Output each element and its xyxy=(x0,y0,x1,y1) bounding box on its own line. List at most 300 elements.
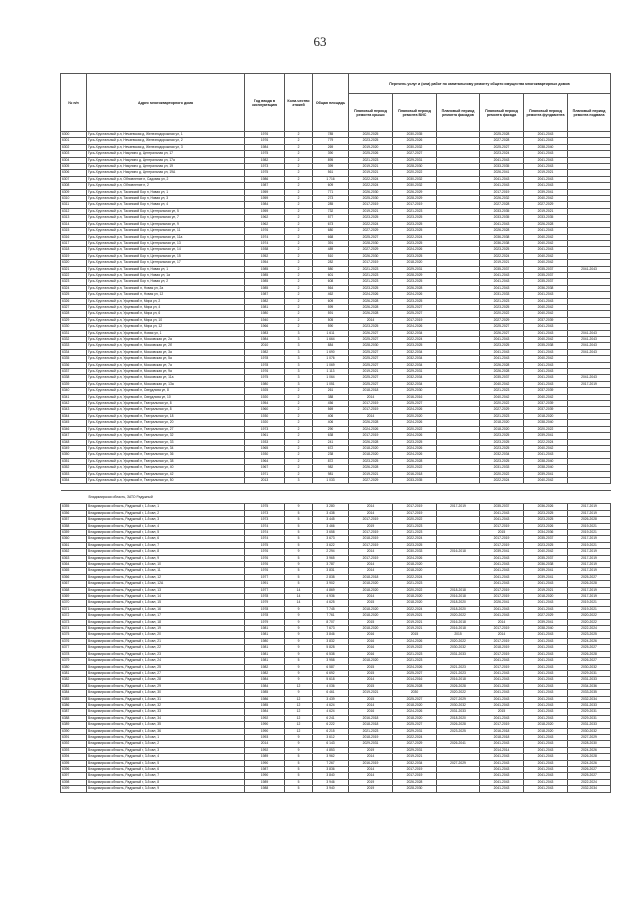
facade-period: 2041-2043 xyxy=(480,562,524,568)
basement-period: 2033-2035 xyxy=(568,690,611,696)
row-area: 3 840 xyxy=(313,773,349,779)
row-area: 285 xyxy=(313,202,349,208)
row-area: 608 xyxy=(313,279,349,285)
row-address: Владимирская область, Радужный г, 3-й квл, 9 xyxy=(87,786,245,792)
row-area: 680 xyxy=(313,228,349,234)
utility-period: 2017-2019 xyxy=(393,773,437,779)
row-year: 1990 xyxy=(245,773,285,779)
row-area: 6 241 xyxy=(313,715,349,721)
foundation-period: 2039-2041 xyxy=(524,189,568,195)
facades-period: 2017-2019 xyxy=(437,504,480,510)
row-address: Гусь-Хрустальный р-н, Тасинский Бор п, Центральная ул, 14 xyxy=(87,247,245,253)
row-number: 6321 xyxy=(61,266,87,272)
row-floors: 2 xyxy=(285,439,313,445)
row-year: 1985 xyxy=(245,285,285,291)
foundation-period: 2041-2043 xyxy=(524,298,568,304)
facade-period: 2020-2022 xyxy=(480,401,524,407)
utility-period: 2022-2024 xyxy=(393,234,437,240)
roof-period: 2026-2030 xyxy=(349,253,393,259)
row-area: 609 xyxy=(313,183,349,189)
row-area: 456 xyxy=(313,401,349,407)
row-floors: 9 xyxy=(285,504,313,510)
row-address: Гусь-Хрустальный р-н, Обновление п, Садовая ул, 2 xyxy=(87,176,245,182)
utility-period: 2029-2031 xyxy=(393,369,437,375)
foundation-period: 2041-2043 xyxy=(524,734,568,740)
row-area: 3 832 xyxy=(313,638,349,644)
row-floors: 9 xyxy=(285,549,313,555)
facade-period: 2020-2022 xyxy=(480,311,524,317)
row-floors: 9 xyxy=(285,638,313,644)
basement-period: 2017-2019 xyxy=(568,510,611,516)
roof-period: 2014 xyxy=(349,568,393,574)
utility-period: 2017-2019 xyxy=(393,767,437,773)
basement-period: 2017-2019 xyxy=(568,536,611,542)
row-year: 1984 xyxy=(245,709,285,715)
roof-period: 2025-2026 xyxy=(349,151,393,157)
row-year: 1976 xyxy=(245,369,285,375)
row-area: 3 940 xyxy=(313,786,349,792)
utility-period: 2024-2026 xyxy=(393,709,437,715)
row-year: 2010 xyxy=(245,343,285,349)
row-year: 1985 xyxy=(245,690,285,696)
facade-period: 2023-2025 xyxy=(480,445,524,451)
row-address: Владимирская область, Радужный г, 1-й квл, 29 xyxy=(87,683,245,689)
row-address: Владимирская область, Радужный г, 1-й квл, 5 xyxy=(87,529,245,535)
row-number: 6377 xyxy=(61,645,87,651)
row-number: 6346 xyxy=(61,426,87,432)
row-address: Гусь-Хрустальный р-н, Урцевский п, Театральная ул, 38 xyxy=(87,458,245,464)
facade-period: 2014 xyxy=(480,619,524,625)
row-floors: 3 xyxy=(285,356,313,362)
row-address: Владимирская область, Радужный г, 1-й квл, 10 xyxy=(87,562,245,568)
row-number: 6307 xyxy=(61,176,87,182)
row-area: 388 xyxy=(313,394,349,400)
basement-period: 2041-2043 xyxy=(568,343,611,349)
row-address: Гусь-Хрустальный р-н, Урцевский п, Свердлова ул, 8 xyxy=(87,388,245,394)
utility-period: 2021-2023 xyxy=(393,658,437,664)
row-address: Владимирская область, Радужный г, 1-й квл, 19 xyxy=(87,626,245,632)
row-address: Гусь-Хрустальный р-н, Урцевский п, Театральная ул, 40 xyxy=(87,465,245,471)
row-address: Гусь-Хрустальный р-н, Обновление п, 2 xyxy=(87,183,245,189)
facade-period: 2041-2043 xyxy=(480,767,524,773)
header-floors: Коли-чество этажей xyxy=(285,74,313,132)
roof-period: 2017-2019 xyxy=(349,260,393,266)
facade-period: 2041-2043 xyxy=(480,221,524,227)
row-address: Гусь-Хрустальный р-н, Тасинский Бор п, Новая ул, 1 xyxy=(87,266,245,272)
row-year: 1976 xyxy=(245,562,285,568)
basement-period: 2031-2033 xyxy=(568,702,611,708)
facade-period: 2017-2019 xyxy=(480,536,524,542)
foundation-period: 2041-2043 xyxy=(524,638,568,644)
row-area: 510 xyxy=(313,253,349,259)
facade-period: 2033-2035 xyxy=(480,164,524,170)
row-floors: 2 xyxy=(285,388,313,394)
utility-period: 2032-2034 xyxy=(393,349,437,355)
row-floors: 5 xyxy=(285,542,313,548)
row-area: 3 836 xyxy=(313,767,349,773)
header-facades-period: Плановый период ремонта фасадов xyxy=(437,94,480,132)
utility-period: 2026-2028 xyxy=(393,779,437,785)
basement-period: 2017-2019 xyxy=(568,587,611,593)
row-address: Владимирская область, Радужный г, 1-й квл, 3 xyxy=(87,517,245,523)
facades-period: 2020-2022 xyxy=(437,613,480,619)
foundation-period: 2038-2040 xyxy=(524,465,568,471)
utility-period: 2019-2022 xyxy=(393,645,437,651)
section-title: Владимирская область, ЗАТО Радужный xyxy=(61,491,611,504)
row-number: 6320 xyxy=(61,260,87,266)
foundation-period: 2041-2043 xyxy=(524,779,568,785)
row-year: 1979 xyxy=(245,600,285,606)
row-floors: 2 xyxy=(285,279,313,285)
row-area: 3 965 xyxy=(313,555,349,561)
foundation-period: 2019-2021 xyxy=(524,587,568,593)
row-number: 6375 xyxy=(61,632,87,638)
utility-period: 2020-2022 xyxy=(393,517,437,523)
row-address: Владимирская область, Радужный г, 1-й квл, 15 xyxy=(87,600,245,606)
foundation-period: 2034-2036 xyxy=(524,529,568,535)
row-year: 1967 xyxy=(245,465,285,471)
row-number: 6309 xyxy=(61,189,87,195)
foundation-period: 2037-2039 xyxy=(524,388,568,394)
facade-period: 2033-2035 xyxy=(480,215,524,221)
row-number: 6387 xyxy=(61,709,87,715)
basement-period: 2017-2019 xyxy=(568,381,611,387)
row-number: 6325 xyxy=(61,292,87,298)
foundation-period: 2039-2041 xyxy=(524,619,568,625)
row-number: 6312 xyxy=(61,208,87,214)
facade-period: 2027-2028 xyxy=(480,202,524,208)
row-floors: 3 xyxy=(285,343,313,349)
roof-period: 2023-2025 xyxy=(349,324,393,330)
row-area: 609 xyxy=(313,298,349,304)
row-floors: 5 xyxy=(285,581,313,587)
row-address: Гусь-Хрустальный р-н, Нечаевская д, Железнодорожная ул, 2 xyxy=(87,138,245,144)
row-floors: 5 xyxy=(285,786,313,792)
facade-period: 2015 xyxy=(480,529,524,535)
row-number: 6315 xyxy=(61,228,87,234)
utility-period: 2019-2021 xyxy=(393,613,437,619)
row-area: 6 215 xyxy=(313,728,349,734)
row-year: 1993 xyxy=(245,734,285,740)
row-number: 6354 xyxy=(61,477,87,483)
utility-period: 2025-2027 xyxy=(393,311,437,317)
roof-period: 2024-2026 xyxy=(349,426,393,432)
foundation-period: 2041-2043 xyxy=(524,292,568,298)
row-floors: 2 xyxy=(285,452,313,458)
foundation-period: 2041-2043 xyxy=(524,677,568,683)
row-floors: 2 xyxy=(285,240,313,246)
row-year: 1966 xyxy=(245,324,285,330)
row-floors: 2 xyxy=(285,170,313,176)
row-area: 564 xyxy=(313,285,349,291)
row-area: 6 538 xyxy=(313,651,349,657)
row-address: Владимирская область, Радужный г, 1-й квл, 14 xyxy=(87,594,245,600)
facade-period: 2023-2025 xyxy=(480,458,524,464)
roof-period: 2027-2029 xyxy=(349,477,393,483)
utility-period: 2021-2023 xyxy=(393,208,437,214)
foundation-period: 2020-2022 xyxy=(524,426,568,432)
utility-period: 2032-2034 xyxy=(393,760,437,766)
basement-period: 2029-2031 xyxy=(568,715,611,721)
row-floors: 5 xyxy=(285,555,313,561)
row-number: 6345 xyxy=(61,420,87,426)
roof-period: 2021-2023 xyxy=(349,266,393,272)
roof-period: 2015 xyxy=(349,683,393,689)
row-area: 7 761 xyxy=(313,613,349,619)
utility-period: 2030-2032 xyxy=(393,144,437,150)
row-area: 6 692 xyxy=(313,670,349,676)
basement-period: 2023-2025 xyxy=(568,632,611,638)
row-floors: 3 xyxy=(285,330,313,336)
row-year: 1988 xyxy=(245,786,285,792)
row-floors: 2 xyxy=(285,234,313,240)
header-area: Общая площадь xyxy=(313,74,349,132)
row-area: 779 xyxy=(313,138,349,144)
row-area: 561 xyxy=(313,170,349,176)
roof-period: 2022-2024 xyxy=(349,183,393,189)
row-area: 4 036 xyxy=(313,683,349,689)
facade-period: 2041-2043 xyxy=(480,613,524,619)
facade-period: 2041-2043 xyxy=(480,773,524,779)
row-floors: 2 xyxy=(285,292,313,298)
row-year: 1973 xyxy=(245,426,285,432)
row-floors: 2 xyxy=(285,253,313,259)
row-floors: 2 xyxy=(285,317,313,323)
row-floors: 5 xyxy=(285,568,313,574)
foundation-period: 2023-2025 xyxy=(524,510,568,516)
roof-period: 2016 xyxy=(349,638,393,644)
row-year: 1974 xyxy=(245,234,285,240)
row-floors: 2 xyxy=(285,304,313,310)
row-year: 2013 xyxy=(245,477,285,483)
header-address: Адрес многоквартирного дома xyxy=(87,74,245,132)
foundation-period: 2019-2021 xyxy=(524,208,568,214)
row-floors: 9 xyxy=(285,645,313,651)
row-year: 1985 xyxy=(245,279,285,285)
section-row xyxy=(61,491,611,504)
row-address: Гусь-Хрустальный р-н, Урцевский п, Театральная ул, 36 xyxy=(87,452,245,458)
utility-period: 2023-2025 xyxy=(393,279,437,285)
row-address: Гусь-Хрустальный р-н, Тасинский Бор п, Новая ул, 3 xyxy=(87,196,245,202)
row-year: 1978 xyxy=(245,356,285,362)
facade-period: 2026-2028 xyxy=(480,362,524,368)
row-number: 6384 xyxy=(61,690,87,696)
facades-period: 2018-2020 xyxy=(437,715,480,721)
roof-period: 2017-2019 xyxy=(349,542,393,548)
row-address: Гусь-Хрустальный р-н, Урцевский п, Театральная ул, 34 xyxy=(87,445,245,451)
roof-period: 2019-2021 xyxy=(349,690,393,696)
roof-period: 2023-2025 xyxy=(349,215,393,221)
facade-period: 2022-2024 xyxy=(480,253,524,259)
row-number: 6394 xyxy=(61,754,87,760)
row-floors: 9 xyxy=(285,562,313,568)
roof-period: 2026-2030 xyxy=(349,189,393,195)
roof-period: 2018-2018 xyxy=(349,388,393,394)
row-area: 406 xyxy=(313,420,349,426)
row-year: 1962 xyxy=(245,215,285,221)
row-floors: 5 xyxy=(285,536,313,542)
row-number: 6398 xyxy=(61,779,87,785)
row-address: Гусь-Хрустальный р-н, Тасинский Бор п, Центральная ул, 11а xyxy=(87,234,245,240)
utility-period: 2029-2031 xyxy=(393,266,437,272)
utility-period: 2026-2029 xyxy=(393,189,437,195)
row-address: Гусь-Хрустальный р-н, Никулино д, Центральная ул, 17 xyxy=(87,151,245,157)
row-number: 6316 xyxy=(61,234,87,240)
facades-period: 2016-2018 xyxy=(437,619,480,625)
row-floors: 3 xyxy=(285,375,313,381)
row-area: 1 113 xyxy=(313,369,349,375)
facade-period: 2015 xyxy=(480,709,524,715)
foundation-period: 2040-2042 xyxy=(524,304,568,310)
row-year: 1992 xyxy=(245,747,285,753)
roof-period: 2014 xyxy=(349,754,393,760)
foundation-period: 2035-2037 xyxy=(524,266,568,272)
row-address: Владимирская область, Радужный г, 1-й квл, 1 xyxy=(87,504,245,510)
row-year: 1981 xyxy=(245,304,285,310)
roof-period: 2014 xyxy=(349,510,393,516)
row-floors: 3 xyxy=(285,369,313,375)
utility-period: 2025-2027 xyxy=(393,401,437,407)
row-area: 1 716 xyxy=(313,176,349,182)
facades-period: 2027-2029 xyxy=(437,760,480,766)
facade-period: 2041-2043 xyxy=(480,183,524,189)
facade-period: 2041-2043 xyxy=(480,272,524,278)
roof-period: 2022-2024 xyxy=(349,221,393,227)
foundation-period: 2041-2043 xyxy=(524,581,568,587)
utility-period: 2033-2035 xyxy=(393,477,437,483)
row-number: 6389 xyxy=(61,722,87,728)
roof-period: 2015 xyxy=(349,664,393,670)
roof-period: 2019 xyxy=(349,747,393,753)
foundation-period: 2041-2043 xyxy=(524,709,568,715)
row-number: 6302 xyxy=(61,144,87,150)
row-number: 6368 xyxy=(61,587,87,593)
row-address: Гусь-Хрустальный р-н, Урцевский п, Театральная ул, 42 xyxy=(87,471,245,477)
row-year: 1980 xyxy=(245,638,285,644)
row-floors: 2 xyxy=(285,228,313,234)
row-area: 3 280 xyxy=(313,504,349,510)
row-year: 1930 xyxy=(245,452,285,458)
facades-period: 2026-2028 xyxy=(437,722,480,728)
utility-period: 2020-2022 xyxy=(393,465,437,471)
facade-period: 2023-2025 xyxy=(480,343,524,349)
facade-period: 2018-2020 xyxy=(480,420,524,426)
foundation-period: 2041-2043 xyxy=(524,786,568,792)
facades-period: 2016-2018 xyxy=(437,594,480,600)
row-area: 590 xyxy=(313,324,349,330)
row-floors: 9 xyxy=(285,747,313,753)
roof-period: 2018-2018 xyxy=(349,722,393,728)
facade-period: 2017-2019 xyxy=(480,651,524,657)
row-number: 6336 xyxy=(61,362,87,368)
row-area: 895 xyxy=(313,157,349,163)
facade-period: 2041-2043 xyxy=(480,555,524,561)
basement-period: 2022-2024 xyxy=(568,779,611,785)
utility-period: 2022-2024 xyxy=(393,536,437,542)
foundation-period: 2035-2037 xyxy=(524,536,568,542)
row-floors: 2 xyxy=(285,471,313,477)
row-floors: 9 xyxy=(285,632,313,638)
basement-period: 2026-2028 xyxy=(568,754,611,760)
row-floors: 9 xyxy=(285,626,313,632)
foundation-period: 2041-2043 xyxy=(524,670,568,676)
utility-period: 2018-2020 xyxy=(393,568,437,574)
row-floors: 5 xyxy=(285,658,313,664)
utility-period: 2021-2023 xyxy=(393,651,437,657)
row-floors: 14 xyxy=(285,600,313,606)
roof-period: 2015 xyxy=(349,696,393,702)
roof-period: 2019-2021 xyxy=(349,164,393,170)
facade-period: 2026-2041 xyxy=(480,600,524,606)
row-floors: 12 xyxy=(285,722,313,728)
row-number: 6372 xyxy=(61,613,87,619)
foundation-period: 2038-2040 xyxy=(524,458,568,464)
row-number: 6392 xyxy=(61,741,87,747)
facade-period: 2031-2033 xyxy=(480,465,524,471)
roof-period: 2014 xyxy=(349,773,393,779)
roof-period: 2014 xyxy=(349,594,393,600)
row-floors: 2 xyxy=(285,260,313,266)
row-number: 6328 xyxy=(61,311,87,317)
row-address: Гусь-Хрустальный р-н, Урцевский п, Театральная ул, 33 xyxy=(87,439,245,445)
row-floors: 3 xyxy=(285,349,313,355)
roof-period: 2021-2023 xyxy=(349,279,393,285)
facade-period: 2014-2014 xyxy=(480,747,524,753)
facades-period xyxy=(437,786,480,792)
utility-period: 2022-2024 xyxy=(393,337,437,343)
foundation-period: 2027-2029 xyxy=(524,613,568,619)
row-number: 6363 xyxy=(61,555,87,561)
foundation-period: 2039-2041 xyxy=(524,433,568,439)
row-floors: 5 xyxy=(285,517,313,523)
row-address: Владимирская область, Радужный г, 1-й квл, 6 xyxy=(87,536,245,542)
row-floors: 2 xyxy=(285,189,313,195)
row-area: 672 xyxy=(313,445,349,451)
row-number: 6310 xyxy=(61,196,87,202)
utility-period: 2025-2027 xyxy=(393,722,437,728)
row-year: 1990 xyxy=(245,728,285,734)
row-floors: 2 xyxy=(285,407,313,413)
row-address: Владимирская область, Радужный г, 3-й квл, 7 xyxy=(87,773,245,779)
row-area: 3 445 xyxy=(313,517,349,523)
row-number: 6367 xyxy=(61,581,87,587)
row-area: 3 658 xyxy=(313,529,349,535)
page-number: 63 xyxy=(313,34,327,49)
row-floors: 2 xyxy=(285,298,313,304)
utility-period: 2022-2024 xyxy=(393,574,437,580)
row-area: 3 622 xyxy=(313,542,349,548)
row-area: 6 222 xyxy=(313,722,349,728)
row-area: 3 612 xyxy=(313,734,349,740)
row-year: 1964 xyxy=(245,458,285,464)
roof-period: 2017-2019 xyxy=(349,517,393,523)
utility-period: 2025-2027 xyxy=(393,670,437,676)
row-year: 1986 xyxy=(245,696,285,702)
foundation-period: 2038-2040 xyxy=(524,144,568,150)
foundation-period: 2041-2043 xyxy=(524,683,568,689)
utility-period: 2018-2020 xyxy=(393,715,437,721)
row-year: 1959 xyxy=(245,196,285,202)
row-year: 1991 xyxy=(245,581,285,587)
row-floors: 5 xyxy=(285,574,313,580)
utility-period: 2024-2026 xyxy=(393,664,437,670)
roof-period: 2017-2019 xyxy=(349,202,393,208)
row-number: 6369 xyxy=(61,594,87,600)
roof-period: 2018-2020 xyxy=(349,581,393,587)
row-number: 6365 xyxy=(61,568,87,574)
foundation-period: 2039-2041 xyxy=(524,471,568,477)
row-floors: 5 xyxy=(285,529,313,535)
